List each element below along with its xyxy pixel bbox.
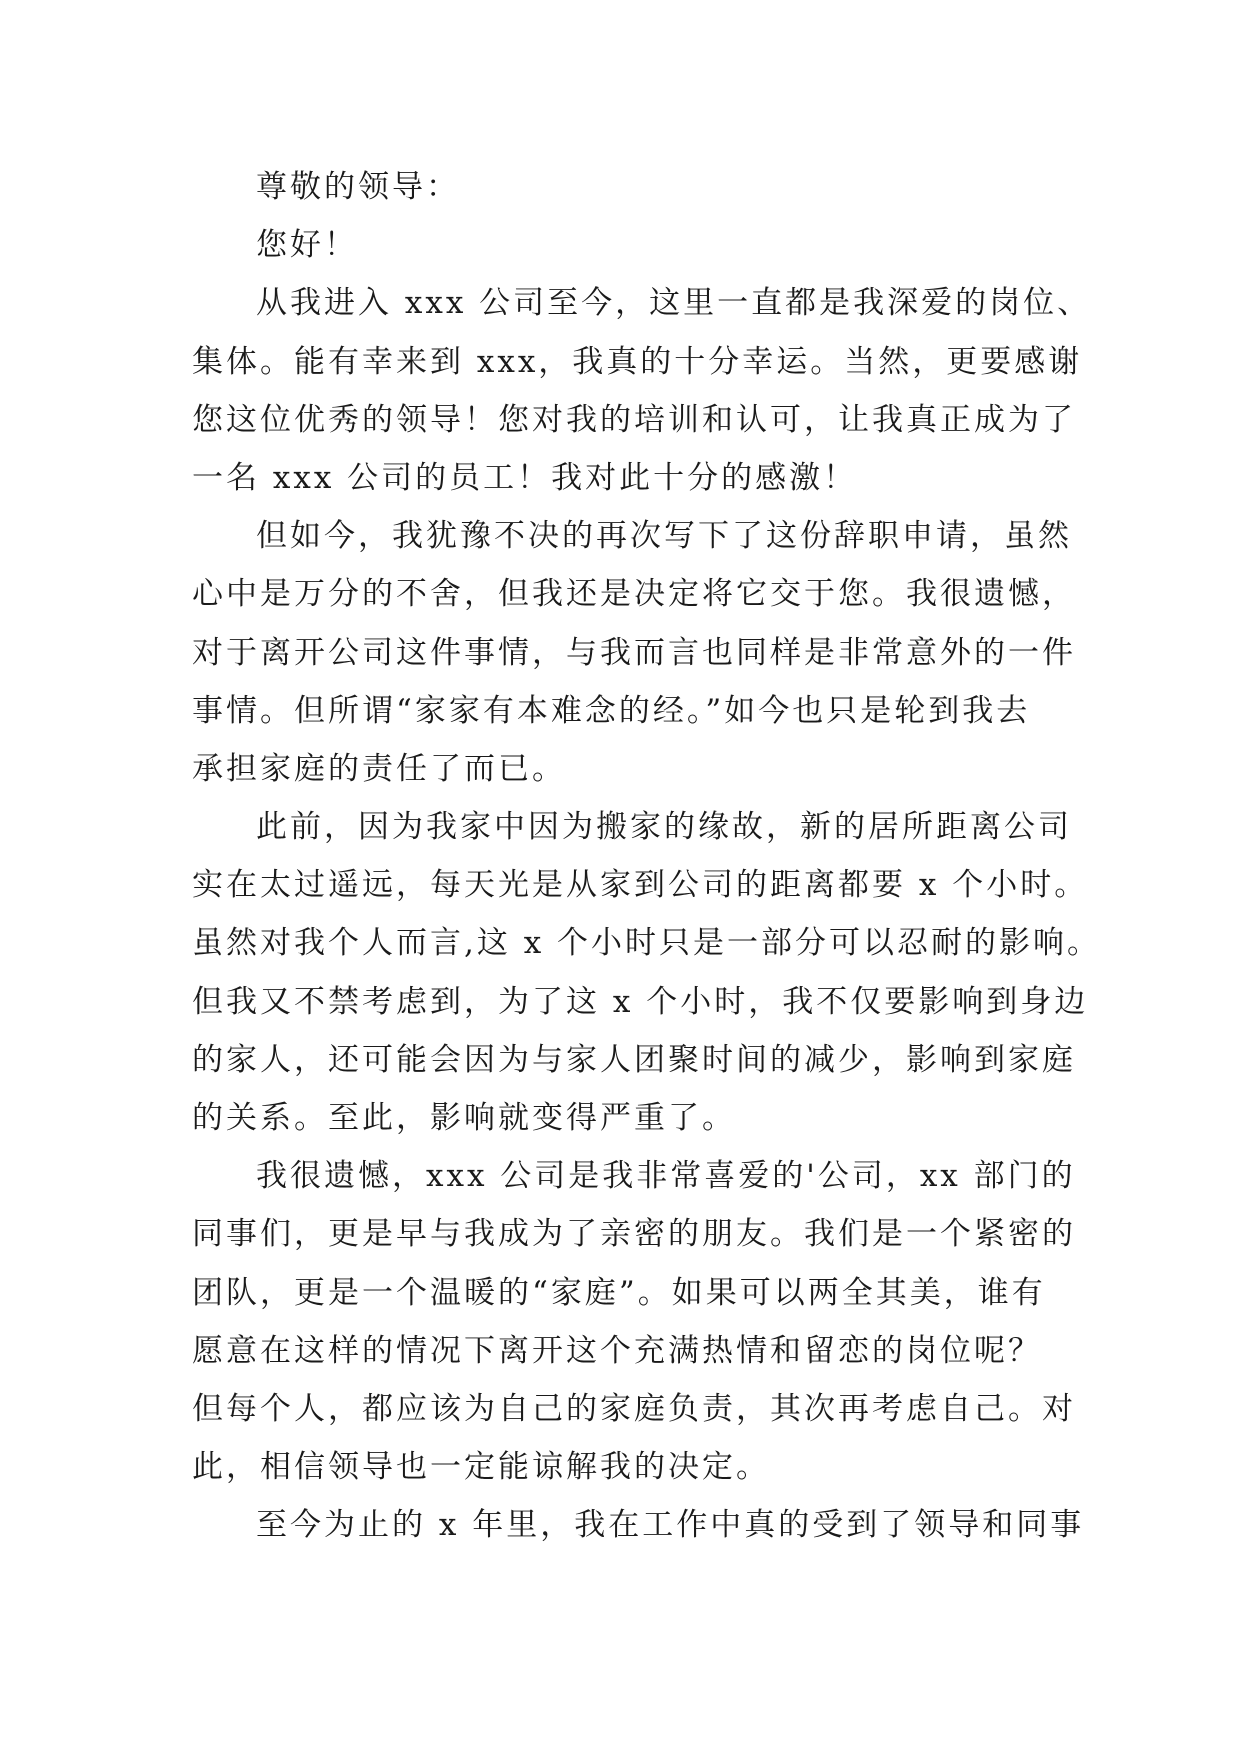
letter-greeting: 尊敬的领导： (256, 169, 460, 205)
paragraph-line: 集体。能有幸来到 xxx，我真的十分幸运。当然，更要感谢 (192, 343, 1083, 380)
paragraph-line: 从我进入 xxx 公司至今，这里一直都是我深爱的岗位、 (256, 285, 1092, 322)
letter-body (192, 158, 1102, 1555)
paragraph-line: 同事们，更是早与我成为了亲密的朋友。我们是一个紧密的 (192, 1216, 1076, 1253)
paragraph-line: 的家人，还可能会因为与家人团聚时间的减少，影响到家庭 (192, 1041, 1076, 1078)
paragraph-line: 但每个人，都应该为自己的家庭负责，其次再考虑自己。对 (192, 1390, 1076, 1427)
paragraph-line: 但如今，我犹豫不决的再次写下了这份辞职申请，虽然 (256, 518, 1072, 555)
paragraph-line: 的关系。至此，影响就变得严重了。 (192, 1100, 736, 1136)
paragraph-line: 团队，更是一个温暖的“家庭”。如果可以两全其美，谁有 (192, 1274, 1046, 1311)
paragraph-line: 此，相信领导也一定能谅解我的决定。 (192, 1449, 770, 1486)
paragraph-line: 事情。但所谓“家家有本难念的经。”如今也只是轮到我去 (192, 692, 1031, 729)
paragraph-line: 实在太过遥远，每天光是从家到公司的距离都要 x 个小时。 (192, 867, 1089, 904)
paragraph-line: 但我又不禁考虑到，为了这 x 个小时，我不仅要影响到身边 (192, 983, 1089, 1020)
paragraph-line: 您这位优秀的领导！您对我的培训和认可，让我真正成为了 (192, 401, 1076, 438)
paragraph-line: 此前，因为我家中因为搬家的缘故，新的居所距离公司 (256, 809, 1072, 846)
paragraph-line: 心中是万分的不舍，但我还是决定将它交于您。我很遗憾， (192, 576, 1076, 613)
paragraph-line: 对于离开公司这件事情，与我而言也同样是非常意外的一件 (192, 634, 1076, 671)
paragraph-line: 承担家庭的责任了而已。 (192, 750, 566, 787)
paragraph-line: 至今为止的 x 年里，我在工作中真的受到了领导和同事 (256, 1507, 1085, 1544)
paragraph-line: 我很遗憾，xxx 公司是我非常喜爱的'公司，xx 部门的 (256, 1158, 1076, 1195)
paragraph-line: 愿意在这样的情况下离开这个充满热情和留恋的岗位呢？ (192, 1332, 1042, 1369)
paragraph-line: 虽然对我个人而言,这 x 个小时只是一部分可以忍耐的影响。 (192, 925, 1102, 962)
letter-salutation: 您好！ (256, 227, 358, 264)
paragraph-line: 一名 xxx 公司的员工！我对此十分的感激！ (192, 459, 858, 496)
